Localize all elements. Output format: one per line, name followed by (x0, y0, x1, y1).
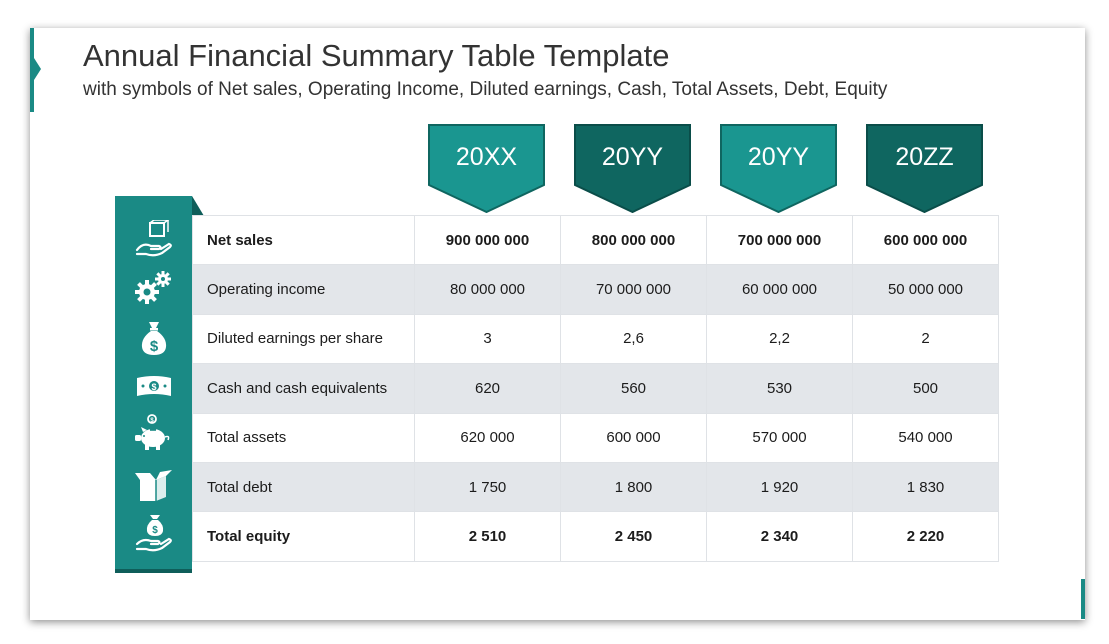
table-cell: 700 000 000 (707, 216, 853, 265)
banknote-icon (134, 367, 174, 407)
table-row (193, 216, 999, 265)
slide-title: Annual Financial Summary Table Template (83, 38, 670, 73)
table-cell: 620 000 (415, 413, 561, 462)
year-label: 20XX (455, 143, 518, 171)
table-row (193, 512, 999, 561)
open-box-icon (134, 466, 174, 506)
icon-strip-fold (192, 196, 204, 216)
table-cell: 530 (707, 364, 853, 413)
table-cell: 80 000 000 (415, 265, 561, 314)
svg-text:$: $ (152, 525, 158, 536)
table-cell: 2 450 (561, 512, 707, 561)
table-row (193, 314, 999, 363)
table-cell: 3 (415, 314, 561, 363)
table-cell: 50 000 000 (853, 265, 999, 314)
financial-summary-table (192, 215, 999, 562)
table-cell: 600 000 000 (853, 216, 999, 265)
right-accent-bar (1081, 579, 1085, 619)
table-cell: 600 000 (561, 413, 707, 462)
gears-icon (134, 269, 174, 309)
table-cell: 2,2 (707, 314, 853, 363)
table-cell: 1 830 (853, 462, 999, 511)
table-cell: 800 000 000 (561, 216, 707, 265)
row-label: Operating income (193, 265, 415, 314)
table-cell: 900 000 000 (415, 216, 561, 265)
row-label: Total equity (193, 512, 415, 561)
table-cell: 560 (561, 364, 707, 413)
table-cell: 2,6 (561, 314, 707, 363)
table-cell: 1 750 (415, 462, 561, 511)
table-cell: 570 000 (707, 413, 853, 462)
year-label: 20YY (601, 143, 664, 171)
table-cell: 1 800 (561, 462, 707, 511)
year-tag-3 (720, 124, 837, 213)
row-label: Cash and cash equivalents (193, 364, 415, 413)
table-cell: 70 000 000 (561, 265, 707, 314)
table-cell: 2 510 (415, 512, 561, 561)
left-accent-arrow (34, 58, 41, 80)
table-cell: 2 (853, 314, 999, 363)
table-cell: 2 220 (853, 512, 999, 561)
table-cell: 540 000 (853, 413, 999, 462)
table-cell: 60 000 000 (707, 265, 853, 314)
table-cell: 500 (853, 364, 999, 413)
slide-subtitle: with symbols of Net sales, Operating Income, Diluted earnings, Cash, Total Assets, Debt, Equity (83, 79, 888, 100)
svg-text:$: $ (151, 382, 157, 392)
svg-text:$: $ (149, 338, 159, 355)
svg-text:$: $ (150, 418, 154, 424)
money-bag-icon (134, 318, 174, 358)
table-row (193, 265, 999, 314)
row-label: Diluted earnings per share (193, 314, 415, 363)
row-label: Net sales (193, 216, 415, 265)
year-tag-2 (574, 124, 691, 213)
table-row (193, 413, 999, 462)
icon-strip-bottom (115, 569, 192, 573)
hand-holding-money-bag-icon (134, 514, 174, 554)
year-label: 20YY (747, 143, 810, 171)
hand-holding-box-icon (134, 220, 174, 260)
table-cell: 2 340 (707, 512, 853, 561)
year-label: 20ZZ (895, 143, 954, 171)
table-cell: 620 (415, 364, 561, 413)
row-label: Total debt (193, 462, 415, 511)
table-row (193, 462, 999, 511)
piggy-bank-icon (134, 413, 174, 453)
row-label: Total assets (193, 413, 415, 462)
table-row (193, 364, 999, 413)
year-tag-4 (866, 124, 983, 213)
year-tag-1 (428, 124, 545, 213)
table-cell: 1 920 (707, 462, 853, 511)
